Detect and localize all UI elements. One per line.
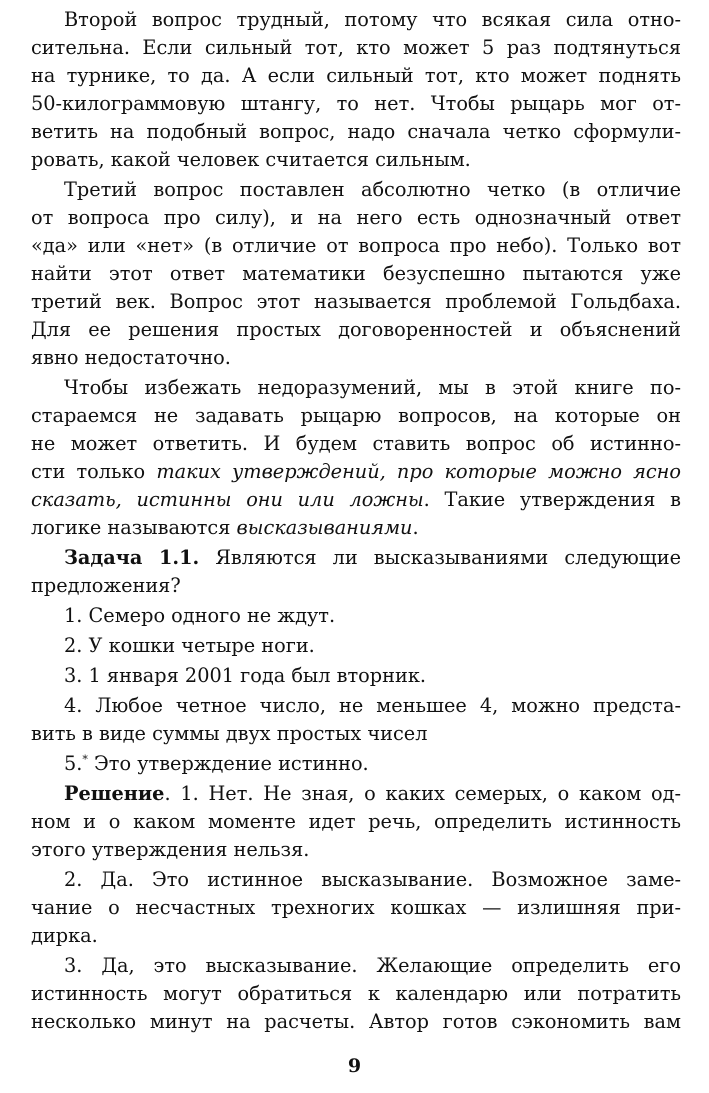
text-line: ветить на подобный вопрос, надо сначала четко сформули-	[31, 120, 681, 143]
italic-run: сказать, истинны они или ложны	[31, 488, 424, 511]
text-run: .	[412, 516, 419, 539]
text-line: найти этот ответ математики безуспешно пытаются уже	[31, 262, 681, 285]
text-line: сительна. Если сильный тот, кто может 5 раз подтянуться	[31, 36, 681, 59]
text-line: «да» или «нет» (в отличие от вопроса про небо). Только вот	[31, 234, 681, 257]
text-line: чание о несчастных трехногих кошках — излишняя при-	[31, 896, 681, 919]
text-line: третий век. Вопрос этот называется проблемой Гольдбаха.	[31, 290, 681, 313]
task-item-2: 2. У кошки четыре ноги.	[64, 634, 315, 657]
text-line	[31, 486, 681, 514]
text-run: 5.	[64, 752, 83, 775]
text-run: Являются ли высказываниями следующие	[199, 546, 681, 569]
text-line: Третий вопрос поставлен абсолютно четко (в отличие	[64, 178, 681, 201]
page-number: 9	[347, 1055, 362, 1077]
text-line: 50-килограммовую штангу, то нет. Чтобы рыцарь мог от-	[31, 92, 681, 115]
text-line: явно недостаточно.	[31, 346, 231, 369]
paragraph-goldbach	[31, 176, 681, 372]
italic-term: высказываниями	[236, 516, 413, 539]
text-line: несколько минут на расчеты. Автор готов сэкономить вам	[31, 1010, 681, 1033]
task-item-4: 4. Любое четное число, не меньшее 4, можно предста-	[64, 694, 681, 717]
text-line: ровать, какой человек считается сильным.	[31, 148, 471, 171]
text-line: на турнике, то да. А если сильный тот, кто может поднять	[31, 64, 681, 87]
text-line	[31, 514, 681, 542]
task-item-3: 3. 1 января 2001 года был вторник.	[64, 664, 427, 687]
text-line: 2. Да. Это истинное высказывание. Возможное заме-	[64, 868, 681, 891]
text-line: предложения?	[31, 574, 181, 597]
text-line: 3. Да, это высказывание. Желающие определить его	[64, 954, 681, 977]
text-line	[31, 458, 681, 486]
paragraph-strength	[31, 6, 681, 174]
text-line: этого утверждения нельзя.	[31, 838, 310, 861]
text-line: Для ее решения простых договоренностей и объяснений	[31, 318, 681, 341]
italic-run: таких утверждений, про которые можно ясно	[156, 460, 681, 483]
task-item-1: 1. Семеро одного не ждут.	[64, 604, 336, 627]
asterisk-mark: *	[82, 753, 88, 766]
text-line	[31, 780, 681, 808]
body-text	[31, 6, 681, 1036]
task-1-1	[31, 544, 681, 778]
text-line: не может ответить. И будем ставить вопрос об истинно-	[31, 432, 681, 455]
text-run: . Такие утверждения в	[423, 488, 681, 511]
text-line: Чтобы избежать недоразумений, мы в этой книге по-	[64, 376, 681, 399]
text-line	[31, 544, 681, 572]
text-run: сти только	[31, 460, 157, 483]
text-line: Второй вопрос трудный, потому что всякая сила отно-	[64, 8, 681, 31]
text-line: ном и о каком моменте идет речь, определить истинность	[31, 810, 681, 833]
task-item-4-cont: вить в виде суммы двух простых чисел	[31, 722, 428, 745]
text-line: от вопроса про силу), и на него есть однозначный ответ	[31, 206, 681, 229]
task-item-5	[31, 750, 681, 778]
task-label: Задача 1.1.	[64, 546, 200, 569]
text-run: . 1. Нет. Не зная, о каких семерых, о каком од-	[164, 782, 681, 805]
text-line: стараемся не задавать рыцарю вопросов, на которые он	[31, 404, 681, 427]
solution-label: Решение	[64, 782, 165, 805]
text-line: дирка.	[31, 924, 98, 947]
text-run: Это утверждение истинно.	[87, 752, 369, 775]
text-run: логике называются	[31, 516, 237, 539]
solution	[31, 780, 681, 1036]
text-line: истинность могут обратиться к календарю или потратить	[31, 982, 681, 1005]
paragraph-statements	[31, 374, 681, 542]
